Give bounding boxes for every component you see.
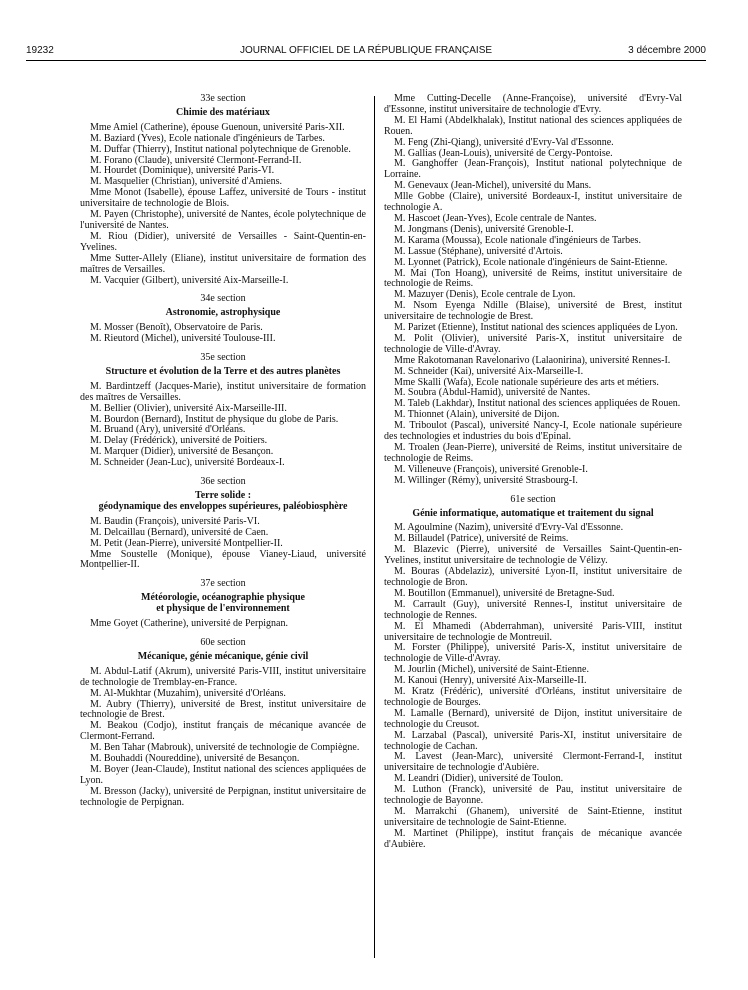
list-item: M. Abdul-Latif (Akrum), université Paris-VIII, institut universitaire de technologie de Tremblay-en-France. [80,665,366,688]
section-number: 36e section [200,476,246,488]
list-item: M. Payen (Christophe), université de Nantes, école polytechnique de l'université de Nantes. [80,209,366,231]
list-item: M. Bouhaddi (Noureddine), université de Besançon. [90,753,300,765]
section-number: 34e section [200,293,246,305]
list-item: M. Lamalle (Bernard), université de Dijon, institut universitaire de technologie du Creusot. [384,707,682,730]
section-title-line: Chimie des matériaux [176,106,270,118]
list-item: M. Triboulot (Pascal), université Nancy-I, Ecole nationale supérieure des technologies et industries du bois d'Epinal. [384,420,682,443]
list-item: M. Blazevic (Pierre), université de Versailles Saint-Quentin-en-Yvelines, institut universitaire de technologie de Vélizy. [384,544,682,567]
list-item: M. Mosser (Benoît), Observatoire de Paris. [90,322,263,334]
section-title [80,108,366,119]
header-rule [26,60,706,61]
list-item: Mlle Gobbe (Claire), université Bordeaux-I, institut universitaire de technologie A. [384,191,682,214]
section-title [80,652,366,663]
list-item: M. Troalen (Jean-Pierre), université de Reims, institut universitaire de technologie de Reims. [384,442,682,464]
list-item: M. Boutillon (Emmanuel), université de Bretagne-Sud. [394,587,615,599]
list-item: M. Mai (Ton Hoang), université de Reims, institut universitaire de technologie de Reims. [384,267,682,290]
list-item: Mme Cutting-Decelle (Anne-Françoise), université d'Evry-Val d'Essonne, institut universitaire de technologie d'Evry. [384,93,682,115]
list-item: M. Bardintzeff (Jacques-Marie), institut universitaire de formation des maîtres de Versailles. [80,380,366,403]
list-item: M. Bourdon (Bernard), Institut de physique du globe de Paris. [90,413,339,425]
list-item: Mme Rakotomanan Ravelonarivo (Lalaonirina), université Rennes-I. [394,354,671,366]
list-item: M. Jourlin (Michel), université de Saint-Etienne. [394,664,589,676]
list-item: M. Leandri (Didier), université de Toulon. [394,773,564,785]
section-number: 61e section [510,493,556,505]
list-item: M. Lavest (Jean-Marc), université Clermont-Ferrand-I, institut universitaire de technologie d'Aubière. [384,751,682,774]
list-item: M. Nsom Eyenga Ndille (Blaise), université de Brest, institut universitaire de technologie de Brest. [384,300,682,323]
list-item: Mme Skalli (Wafa), Ecole nationale supérieure des arts et métiers. [394,376,659,388]
list-item: M. Gallias (Jean-Louis), université de Cergy-Pontoise. [394,147,613,159]
list-item: M. Feng (Zhi-Qiang), université d'Evry-Val d'Essonne. [394,136,614,148]
list-item: M. Delcaillau (Bernard), université de Caen. [90,526,269,538]
list-item: M. Hourdet (Dominique), université Paris-VI. [90,165,275,177]
section-title [80,367,366,378]
list-item: M. Jongmans (Denis), université Grenoble-I. [394,223,574,235]
list-item: Mme Sutter-Allely (Eliane), institut universitaire de formation des maîtres de Versailles. [80,252,366,275]
section-title-line: Terre solide : [194,490,252,501]
list-item: M. Villeneuve (François), université Grenoble-I. [394,463,588,475]
list-item: M. Schneider (Jean-Luc), université Bordeaux-I. [90,457,285,469]
list-item: M. Kanoui (Henry), université Aix-Marseille-II. [394,675,587,687]
list-item: M. Karama (Moussa), Ecole nationale d'ingénieurs de Tarbes. [394,234,641,246]
list-item: M. Genevaux (Jean-Michel), université du Mans. [394,180,592,192]
list-item: M. Parizet (Etienne), Institut national des sciences appliquées de Lyon. [394,322,678,334]
list-item: M. Agoulmine (Nazim), université d'Evry-Val d'Essonne. [394,522,624,534]
list-item: M. Bresson (Jacky), université de Perpignan, institut universitaire de technologie de Perpignan. [80,785,366,808]
section-title [80,308,366,319]
section-title-line: Génie informatique, automatique et traitement du signal [412,507,654,519]
right-column [384,94,682,851]
list-item: M. Delay (Frédérick), université de Poitiers. [90,435,268,447]
list-item: Mme Amiel (Catherine), épouse Guenoun, université Paris-XII. [90,121,345,133]
list-item: M. Ganghoffer (Jean-François), Institut national polytechnique de Lorraine. [384,158,682,181]
list-item: M. Taleb (Lakhdar), Institut national des sciences appliquées de Rouen. [394,398,681,410]
left-column [80,94,366,809]
list-item: M. Larzabal (Pascal), université Paris-XI, institut universitaire de technologie de Cachan. [384,729,682,752]
journal-title: JOURNAL OFFICIEL DE LA RÉPUBLIQUE FRANÇAISE [239,45,493,56]
list-item: M. Kratz (Frédéric), université d'Orléans, institut universitaire de technologie de Bourges. [384,686,682,708]
list-item: Mme Monot (Isabelle), épouse Laffez, université de Tours - institut universitaire de technologie de Blois. [80,187,366,210]
section-title [80,491,366,513]
list-item: M. Riou (Didier), université de Versailles - Saint-Quentin-en-Yvelines. [80,230,366,253]
list-item: M. Luthon (Franck), université de Pau, institut universitaire de technologie de Bayonne. [384,784,682,807]
section-number: 35e section [200,352,246,364]
list-item: M. Lassue (Stéphane), université d'Artois. [394,245,563,257]
list-item: M. Bouras (Abdelaziz), université Lyon-II, institut universitaire de technologie de Bron. [384,566,682,588]
list-item: M. Baudin (François), université Paris-VI. [90,515,260,527]
list-item: M. Soubra (Abdul-Hamid), université de Nantes. [394,387,591,399]
list-item: M. Martinet (Philippe), institut français de mécanique avancée d'Aubière. [384,827,682,850]
section-number: 37e section [200,578,246,590]
section-title-line: Astronomie, astrophysique [165,307,281,319]
list-item: M. Polit (Olivier), université Paris-X, institut universitaire de technologie de Ville-d'Avray. [384,332,682,355]
list-item: M. Mazuyer (Denis), Ecole centrale de Lyon. [394,289,576,301]
list-item: M. El Hami (Abdelkhalak), Institut national des sciences appliquées de Rouen. [384,114,682,137]
section-title-line: Structure et évolution de la Terre et des autres planètes [105,365,341,377]
list-item: M. Rieutord (Michel), université Toulouse-III. [90,333,276,345]
list-item: M. Marquer (Didier), université de Besançon. [90,446,274,458]
page-number: 19232 [26,45,54,56]
list-item: M. Thionnet (Alain), université de Dijon. [394,409,560,421]
page-header [26,45,706,59]
list-item: M. Carrault (Guy), université Rennes-I, institut universitaire de technologie de Rennes. [384,598,682,621]
section-title-line: Météorologie, océanographie physique [141,592,305,604]
list-item: M. Duffar (Thierry), Institut national polytechnique de Grenoble. [90,143,351,155]
section-title-line: Mécanique, génie mécanique, génie civil [137,650,309,662]
list-item: M. Forster (Philippe), université Paris-X, institut universitaire de technologie de Ville-d'Avray. [384,642,682,665]
section-title-line: et physique de l'environnement [156,603,290,615]
section-title [80,593,366,615]
issue-date: 3 décembre 2000 [628,45,706,56]
list-item: M. Beakou (Codjo), institut français de mécanique avancée de Clermont-Ferrand. [80,720,366,743]
list-item: M. Baziard (Yves), Ecole nationale d'ingénieurs de Tarbes. [90,132,325,144]
list-item: M. Willinger (Rémy), université Strasbourg-I. [394,474,578,486]
list-item: M. Lyonnet (Patrick), Ecole nationale d'ingénieurs de Saint-Etienne. [394,256,668,268]
section-number: 60e section [200,636,246,648]
list-item: M. Hascoet (Jean-Yves), Ecole centrale de Nantes. [394,212,597,224]
list-item: M. Masquelier (Christian), université d'Amiens. [90,176,283,188]
list-item: M. Boyer (Jean-Claude), Institut national des sciences appliquées de Lyon. [80,763,366,786]
list-item: M. Ben Tahar (Mabrouk), université de technologie de Compiègne. [90,742,360,754]
section-number: 33e section [200,93,246,104]
column-divider [374,96,375,958]
list-item: M. Vacquier (Gilbert), université Aix-Marseille-I. [90,274,289,286]
list-item: M. Forano (Claude), université Clermont-Ferrand-II. [90,154,302,166]
list-item: M. Aubry (Thierry), université de Brest, institut universitaire de technologie de Brest. [80,698,366,721]
list-item: Mme Soustelle (Monique), épouse Vianey-Liaud, université Montpellier-II. [80,548,366,571]
list-item: M. Bellier (Olivier), université Aix-Marseille-III. [90,402,287,414]
list-item: M. Billaudel (Patrice), université de Reims. [394,533,569,545]
list-item: M. Bruand (Ary), université d'Orléans. [90,424,246,436]
list-item: M. Marrakchi (Ghanem), université de Saint-Etienne, institut universitaire de technologie de Saint-Etienne. [384,806,682,828]
list-item: M. Al-Mukhtar (Muzahim), université d'Orléans. [90,687,286,699]
list-item: Mme Goyet (Catherine), université de Perpignan. [90,618,288,630]
section-title-line: géodynamique des enveloppes supérieures, paléobiosphère [98,500,348,512]
list-item: M. Petit (Jean-Pierre), université Montpellier-II. [90,537,283,549]
list-item: M. El Mhamedi (Abderrahman), université Paris-VIII, institut universitaire de technologie de Montreuil. [384,620,682,643]
section-title [384,509,682,520]
list-item: M. Schneider (Kai), université Aix-Marseille-I. [394,365,584,377]
